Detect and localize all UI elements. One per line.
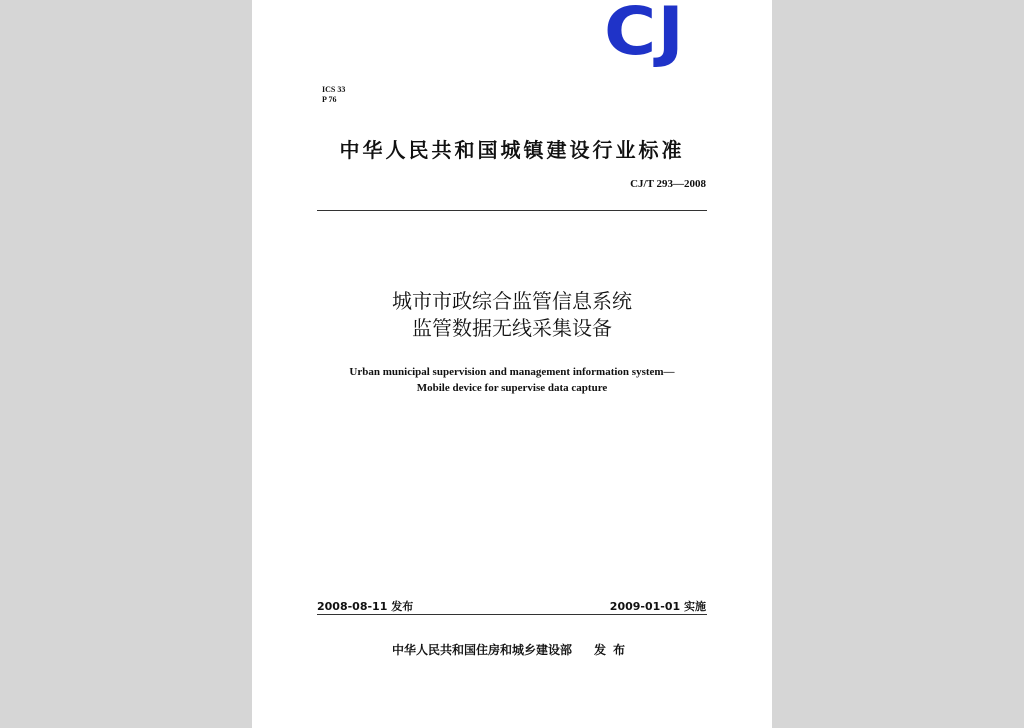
ics-code: ICS 33: [322, 85, 346, 94]
title-en-line1: Urban municipal supervision and management information system—: [349, 366, 675, 378]
issuer-line: [252, 641, 772, 658]
document-page: [252, 0, 772, 728]
top-divider: [317, 210, 707, 211]
ccs-code: P 76: [322, 95, 337, 104]
implement-date: 2009-01-01 实施: [609, 600, 706, 613]
title-en-line2: Mobile device for supervise data capture: [416, 382, 608, 394]
standard-type-heading: 中华人民共和国城镇建设行业标准: [339, 138, 685, 162]
standard-code: CJ/T 293—2008: [630, 178, 706, 190]
cj-logo: CJ: [604, 0, 685, 70]
title-cn-line2: 监管数据无线采集设备: [412, 316, 612, 340]
issuer-name: 中华人民共和国住房和城乡建设部: [391, 643, 572, 657]
title-cn-line1: 城市市政综合监管信息系统: [392, 289, 632, 313]
classification-block: [322, 85, 345, 105]
bottom-divider: [317, 614, 707, 615]
issuer-action: 发布: [594, 643, 633, 657]
publish-date: 2008-08-11 发布: [317, 600, 414, 613]
